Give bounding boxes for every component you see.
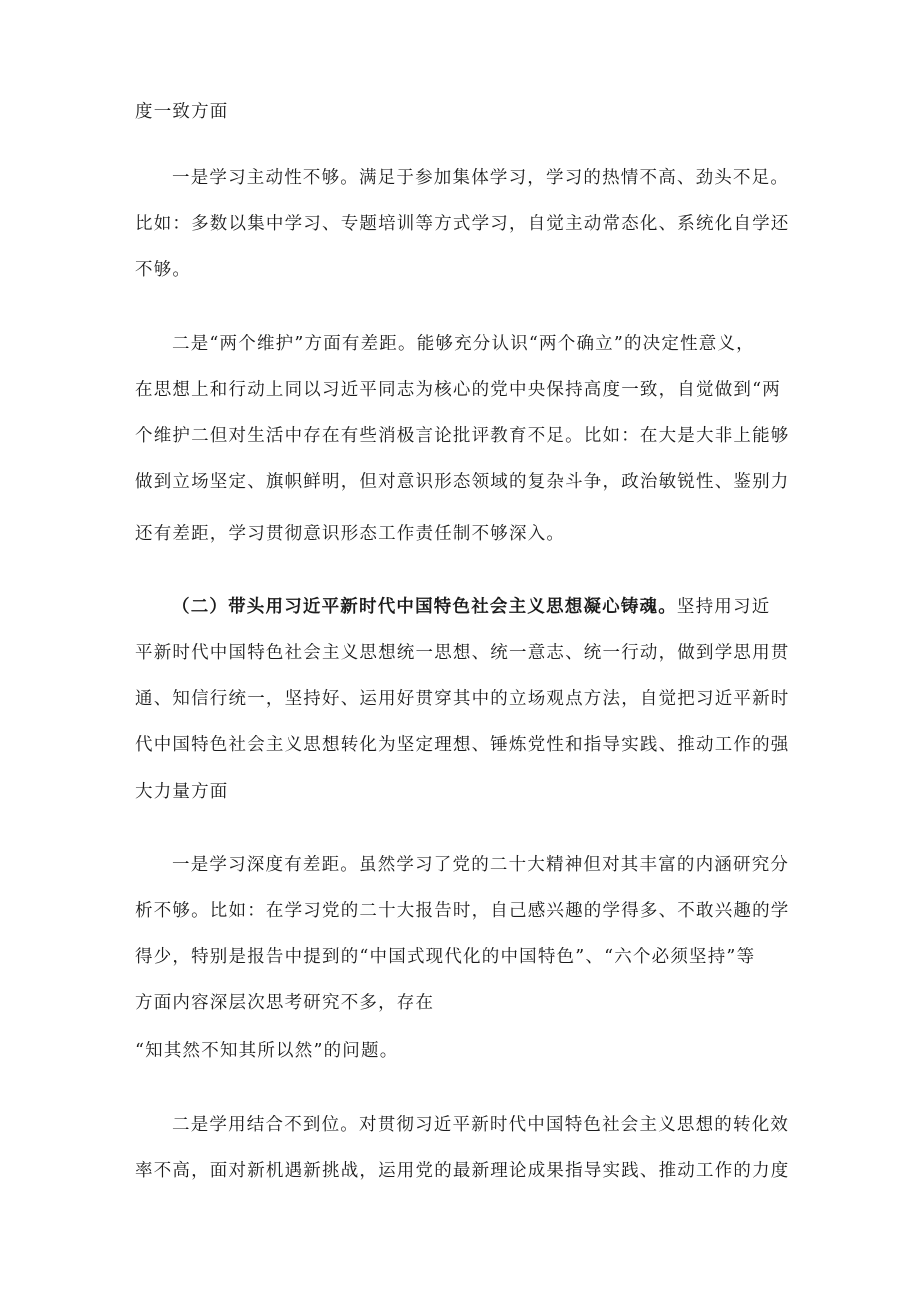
paragraph-line: 代中国特色社会主义思想转化为坚定理想、锤炼党性和指导实践、推动工作的强 (135, 735, 790, 755)
paragraph-line: 方面内容深层次思考研究不多，存在 (135, 993, 435, 1013)
paragraph-line: 二是学用结合不到位。对贯彻习近平新时代中国特色社会主义思想的转化效 (172, 1115, 790, 1135)
paragraph-line: 还有差距，学习贯彻意识形态工作责任制不够深入。 (135, 524, 566, 544)
paragraph-line: 比如：多数以集中学习、专题培训等方式学习，自觉主动常态化、系统化自学还 (135, 214, 790, 234)
paragraph-line: 做到立场坚定、旗帜鲜明，但对意识形态领域的复杂斗争，政治敏锐性、鉴别力 (135, 472, 790, 492)
paragraph-line: 一是学习深度有差距。虽然学习了党的二十大精神但对其丰富的内涵研究分 (172, 855, 790, 875)
paragraph-line: 二是“两个维护”方面有差距。能够充分认识“两个确立”的决定性意义， (172, 334, 755, 354)
paragraph-line: 一是学习主动性不够。满足于参加集体学习，学习的热情不高、劲头不足。 (172, 168, 790, 188)
paragraph-line: 得少，特别是报告中提到的“中国式现代化的中国特色”、“六个必须坚持”等 (135, 947, 756, 967)
section-heading-line (172, 595, 770, 619)
paragraph-line: 析不够。比如：在学习党的二十大报告时，自己感兴趣的学得多、不敢兴趣的学 (135, 901, 790, 921)
paragraph-line: 度一致方面 (135, 102, 229, 122)
section-heading-continuation: 坚持用习近 (676, 597, 771, 617)
section-heading: （二）带头用习近平新时代中国特色社会主义思想凝心铸魂。 (172, 597, 677, 617)
paragraph-line: 率不高，面对新机遇新挑战，运用党的最新理论成果指导实践、推动工作的力度 (135, 1161, 790, 1181)
paragraph-line: 大力量方面 (135, 782, 229, 802)
paragraph-line: 平新时代中国特色社会主义思想统一思想、统一意志、统一行动，做到学思用贯 (135, 643, 790, 663)
paragraph-line: 通、知信行统一，坚持好、运用好贯穿其中的立场观点方法，自觉把习近平新时 (135, 689, 790, 709)
paragraph-line: 个维护二但对生活中存在有些消极言论批评教育不足。比如：在大是大非上能够 (135, 426, 790, 446)
paragraph-line: “知其然不知其所以然”的问题。 (135, 1041, 399, 1061)
paragraph-line: 不够。 (135, 260, 192, 280)
paragraph-line: 在思想上和行动上同以习近平同志为核心的党中央保持高度一致，自觉做到“两 (135, 380, 781, 400)
